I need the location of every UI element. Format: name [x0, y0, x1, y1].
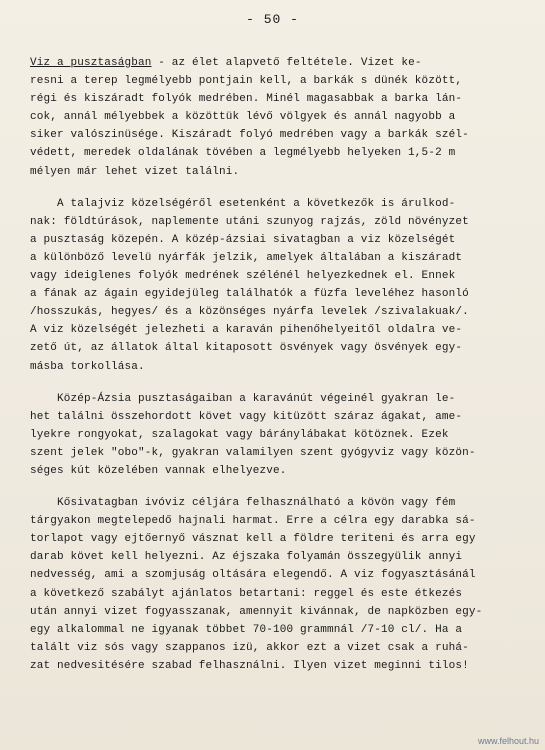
text-line: het találni összehordott követ vagy kitüzött száraz ágakat, ame- [30, 410, 463, 423]
text-line: resni a terep legmélyebb pontjain kell, a barkák s dünék között, [30, 75, 463, 88]
text-line: a következő szabályt ajánlatos betartani: reggel és este étkezés [30, 587, 463, 600]
paragraph-spacer [30, 480, 530, 494]
text-line: másba torkollása. [30, 360, 145, 373]
text-line: nedvesség, ami a szomjuság oltására elegendő. A viz fogyasztásánál [30, 569, 476, 582]
text-line: lyekre rongyokat, szalagokat vagy báránylábakat kötöznek. Ezek [30, 428, 449, 441]
paragraph-groundwater-signs [30, 195, 530, 376]
underlined-heading: Viz a pusztaságban [30, 57, 152, 69]
site-watermark: www.felhout.hu [477, 736, 539, 746]
text-line: torlapot vagy ejtőernyő vásznat kell a földre teriteni és arra egy [30, 533, 476, 546]
text-line: Közép-Ázsia pusztaságaiban a karavánút végeinél gyakran le- [30, 392, 456, 405]
text-line: mélyen már lehet vizet találni. [30, 165, 240, 178]
line-suffix: - az élet alapvető feltétele. Vizet ke- [151, 57, 422, 69]
paragraph-spacer [30, 181, 530, 195]
text-line: tárgyakon megtelepedő hajnali harmat. Erre a célra egy darabka sá- [30, 515, 476, 528]
document-body [30, 54, 530, 675]
paragraph-water-in-steppe [30, 54, 530, 181]
page-number: - 50 - [246, 12, 299, 27]
text-line: védett, meredek oldalának tövében a legmélyebb helyeken 1,5-2 m [30, 147, 456, 160]
text-line: zat nedvesitésére szabad felhasználni. Ilyen vizet meginni tilos! [30, 659, 469, 672]
paragraph-caravan-routes [30, 390, 530, 480]
text-line: A talajviz közelségéről esetenként a következők is árulkod- [30, 197, 456, 210]
text-line: cok, annál mélyebbek a közöttük lévő völgyek és annál nagyobb a [30, 111, 456, 124]
text-line [30, 54, 530, 72]
text-line: Kősivatagban ivóviz céljára felhasználható a kövön vagy fém [30, 497, 456, 510]
text-line: vagy ideiglenes folyók medrének szélénél helyezkednek el. Ennek [30, 270, 456, 283]
text-line: szent jelek "obo"-k, gyakran valamilyen szent gyógyviz vagy közön- [30, 446, 476, 459]
text-line: siker valószinüsége. Kiszáradt folyó medrében vagy a barkák szél- [30, 129, 469, 142]
text-line: a pusztaság közepén. A közép-ázsiai sivatagban a viz közelségét [30, 233, 456, 246]
paragraph-spacer [30, 376, 530, 390]
text-line: zető út, az állatok által kitaposott ösvények vagy ösvények egy- [30, 342, 463, 355]
text-line: után annyi vizet fogyasszanak, amennyit kivánnak, de napközben egy- [30, 605, 483, 618]
text-line: régi és kiszáradt folyók medrében. Minél magasabbak a barka lán- [30, 93, 463, 106]
paragraph-stone-desert-dew [30, 494, 530, 675]
text-line: talált viz sós vagy szappanos izü, akkor ezt a vizet csak a ruhá- [30, 641, 469, 654]
text-line: a fának az ágain egyidejüleg találhatók a füzfa leveléhez hasonló [30, 288, 469, 301]
text-line: nak: földtúrások, naplemente utáni szunyog rajzás, zöld növényzet [30, 215, 469, 228]
text-line: a különböző levelü nyárfák jelzik, amelyek általában a kiszáradt [30, 251, 463, 264]
text-line: A viz közelségét jelezheti a karaván pihenőhelyeitől oldalra ve- [30, 324, 463, 337]
text-line: /hosszukás, hegyes/ és a közönséges nyárfa levelek /szivalakuak/. [30, 306, 469, 319]
text-line: séges kút közelében vannak elhelyezve. [30, 464, 287, 477]
text-line: egy alkalommal ne igyanak többet 70-100 grammnál /7-10 cl/. Ha a [30, 623, 463, 636]
text-line: darab követ kell helyezni. Az éjszaka folyamán összegyülik annyi [30, 551, 463, 564]
